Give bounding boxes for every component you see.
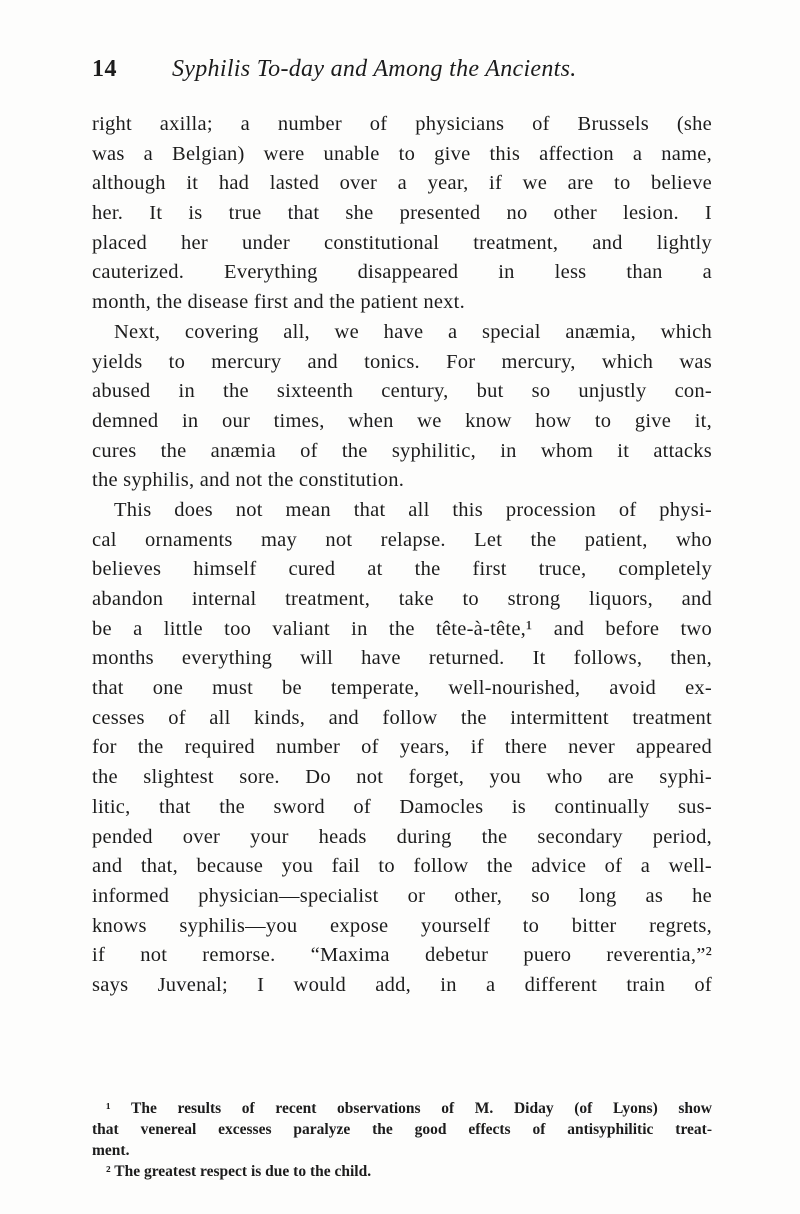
text-line: informed physician—specialist or other, so long as he (92, 884, 712, 907)
text-line: Next, covering all, we have a special anæmia, which (114, 320, 712, 343)
text-line: the syphilis, and not the constitution. (92, 469, 405, 492)
text-line: cesses of all kinds, and follow the intermittent treatment (92, 706, 712, 729)
text-line: cal ornaments may not relapse. Let the patient, who (92, 528, 712, 551)
footnote-line: that venereal excesses paralyze the good effects of antisyphilitic treat- (92, 1121, 712, 1138)
footnote-line: ² The greatest respect is due to the child. (106, 1163, 372, 1180)
text-line: pended over your heads during the secondary period, (92, 825, 712, 848)
text-line: cauterized. Everything disappeared in less than a (92, 261, 712, 284)
running-title: Syphilis To-day and Among the Ancients. (172, 56, 577, 82)
text-line: believes himself cured at the first truce, completely (92, 558, 712, 581)
text-line: demned in our times, when we know how to give it, (92, 409, 712, 432)
footnotes (92, 1098, 712, 1182)
text-line: was a Belgian) were unable to give this affection a name, (92, 142, 712, 165)
running-head (92, 56, 712, 90)
footnote-line: ¹ The results of recent observations of M. Diday (of Lyons) show (106, 1100, 712, 1117)
page-number: 14 (92, 56, 117, 82)
text-line: although it had lasted over a year, if we are to believe (92, 172, 712, 195)
text-line: for the required number of years, if there never appeared (92, 736, 712, 759)
text-line: month, the disease first and the patient next. (92, 291, 466, 314)
text-line: placed her under constitutional treatment, and lightly (92, 231, 712, 254)
text-line: if not remorse. “Maxima debetur puero reverentia,”² (92, 944, 712, 967)
text-line: knows syphilis—you expose yourself to bitter regrets, (92, 914, 712, 937)
text-line: and that, because you fail to follow the advice of a well- (92, 855, 712, 878)
text-line: cures the anæmia of the syphilitic, in whom it attacks (92, 439, 712, 462)
text-line: litic, that the sword of Damocles is continually sus- (92, 795, 712, 818)
text-line: be a little too valiant in the tête-à-tête,¹ and before two (92, 617, 712, 640)
text-line: that one must be temperate, well-nourished, avoid ex- (92, 677, 712, 700)
footnote-line: ment. (92, 1142, 130, 1159)
text-line: right axilla; a number of physicians of Brussels (she (92, 113, 712, 135)
text-line: the slightest sore. Do not forget, you who are syphi- (92, 766, 712, 789)
text-line: abused in the sixteenth century, but so unjustly con- (92, 380, 712, 403)
text-line: her. It is true that she presented no other lesion. I (92, 202, 712, 225)
text-line: yields to mercury and tonics. For mercury, which was (92, 350, 712, 373)
text-line: abandon internal treatment, take to strong liquors, and (92, 588, 712, 610)
text-line: months everything will have returned. It follows, then, (92, 647, 712, 670)
text-line: This does not mean that all this procession of physi- (114, 498, 712, 521)
text-line: says Juvenal; I would add, in a different train of (92, 973, 712, 996)
body-text (92, 110, 712, 1001)
